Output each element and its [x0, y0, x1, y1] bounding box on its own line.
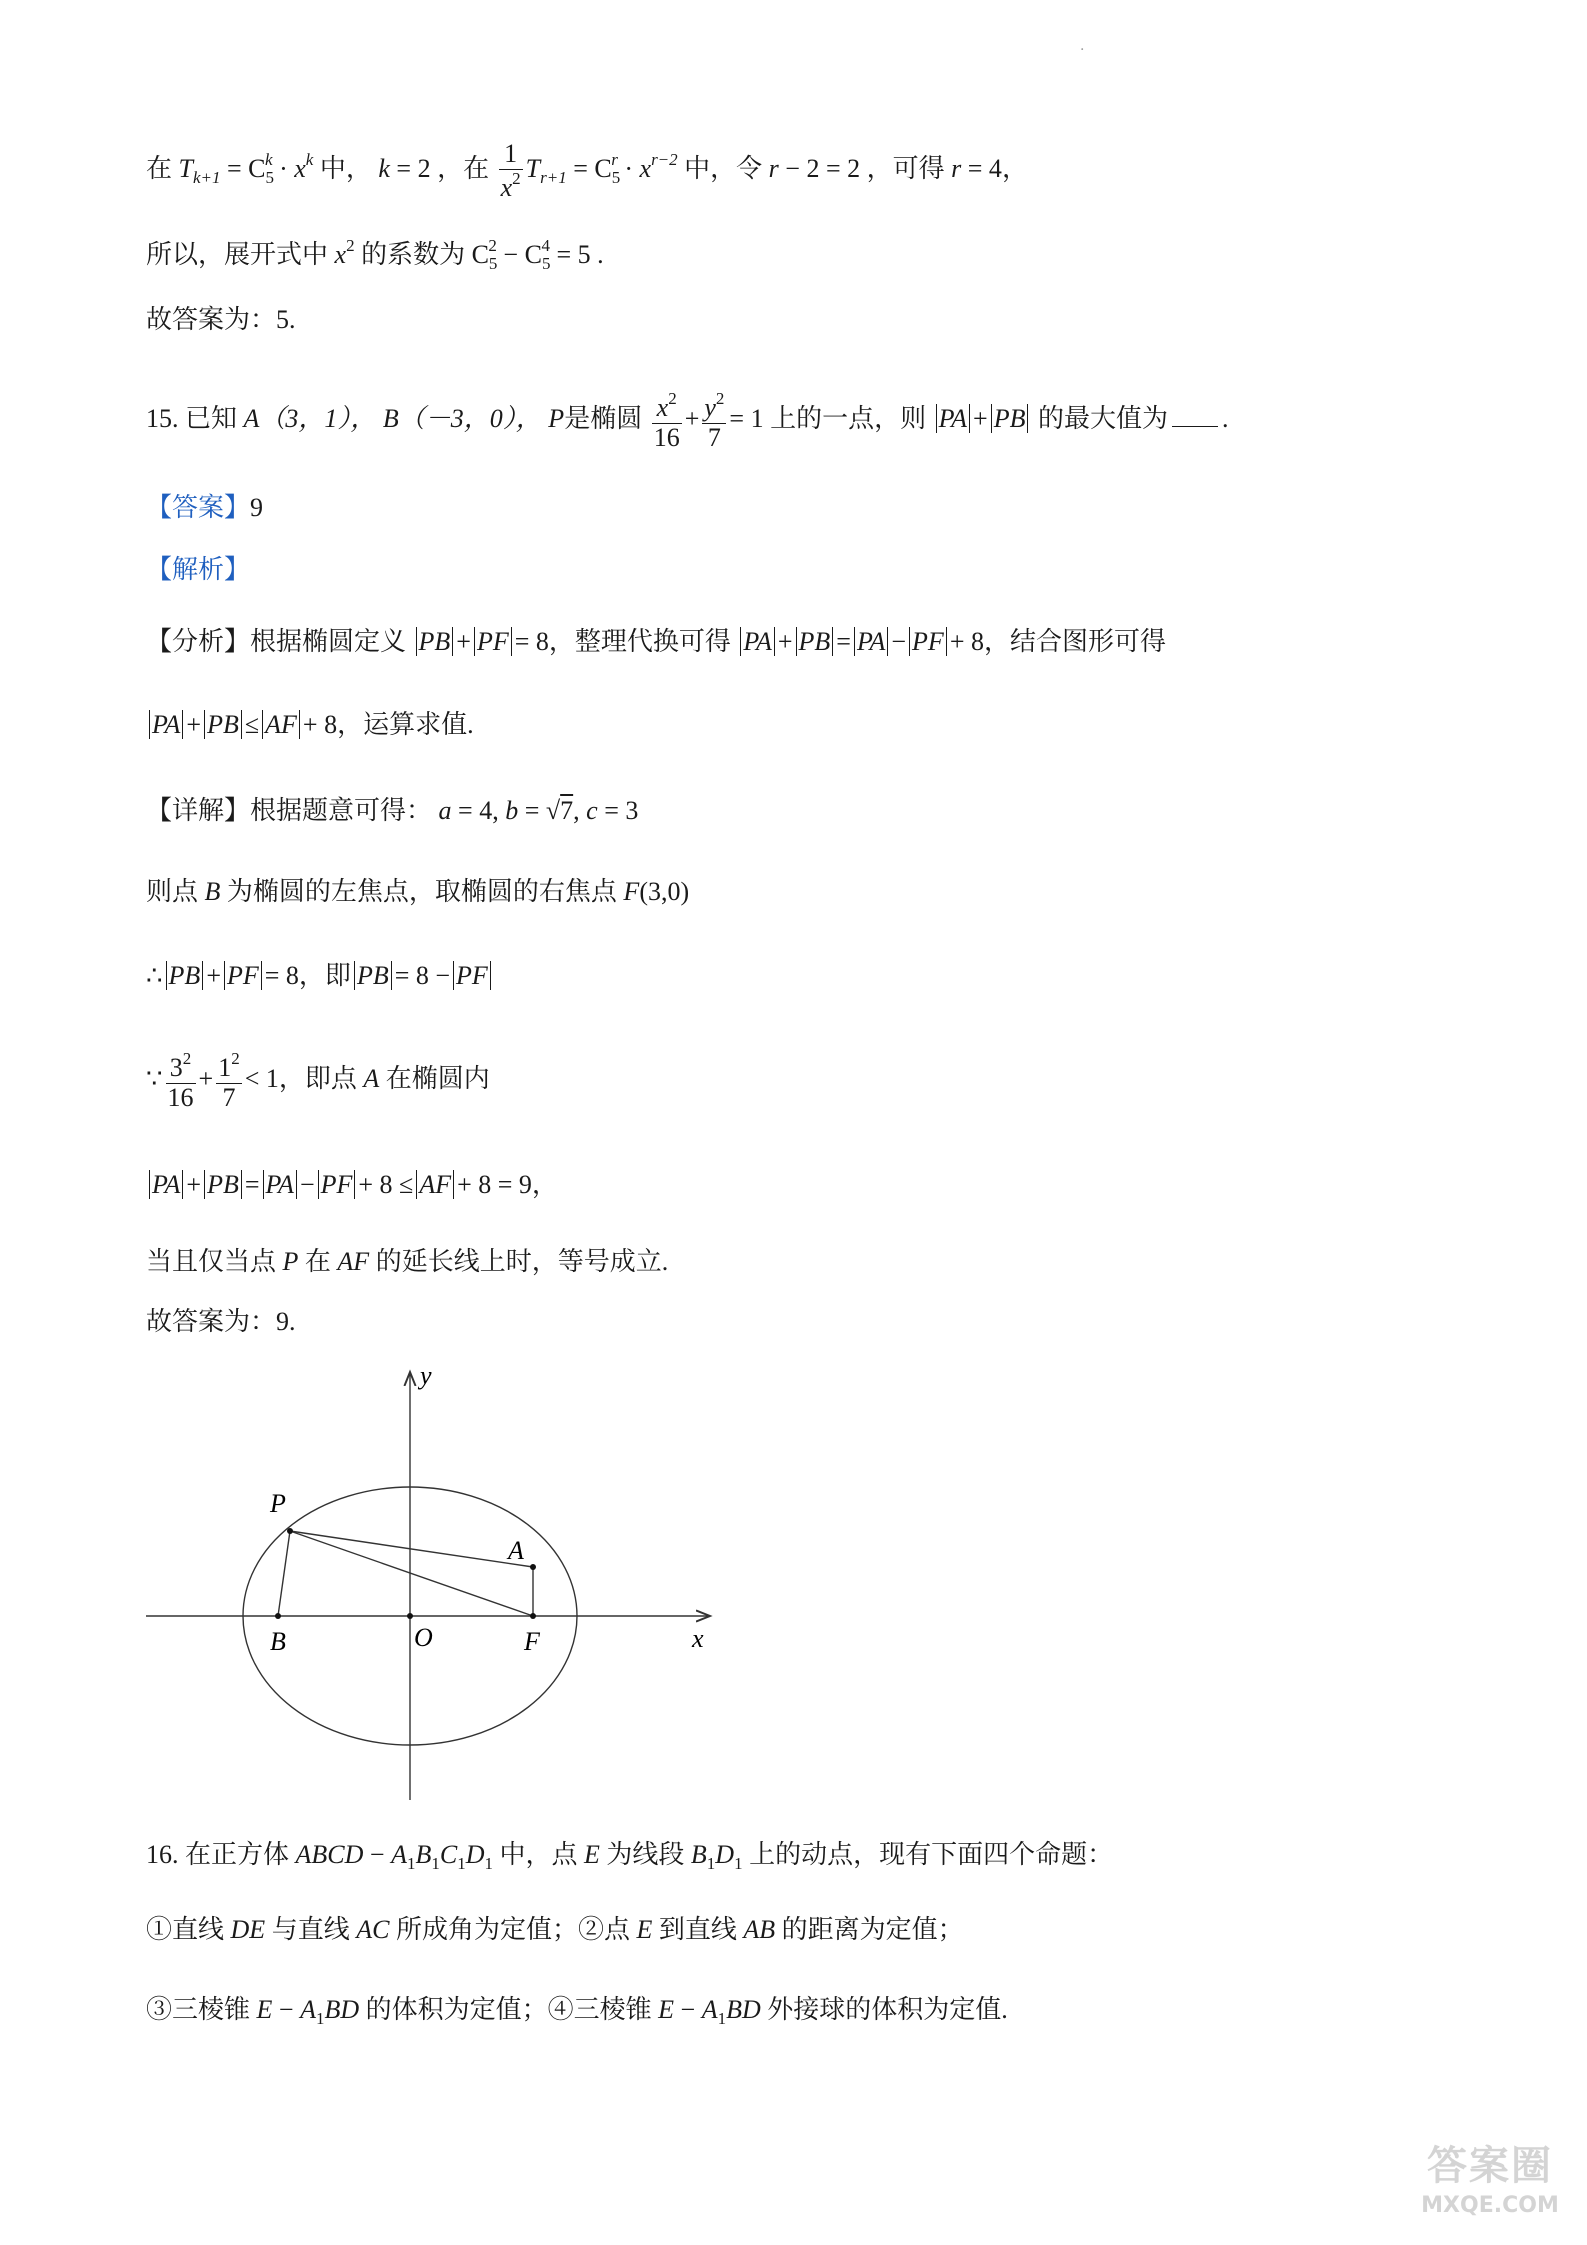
xiangjie-line-4: ∵ $\frac{3^2}{16}$ + $\frac{1^2}{7}$ < 1，即点 A 在椭圆内	[146, 1049, 490, 1112]
label-B: B	[270, 1627, 286, 1656]
segment-PA	[290, 1531, 533, 1567]
xiangjie-line-1: 【详解】根据题意可得： a = 4, b = √7, c = 3	[146, 796, 639, 825]
q16-props-2: ③三棱锥 $E - A_1BD$ 的体积为定值；④三棱锥 $E - A_1BD$ 外接球的体积为定值.	[146, 1995, 1008, 2028]
label-y: y	[420, 1361, 432, 1390]
question-16: 16. 在正方体 ABCD − $A_1B_1C_1D_1$ 中，点 E 为线段 $B_1D_1$ 上的动点，现有下面四个命题：	[146, 1840, 1114, 1873]
analysis-line	[146, 550, 250, 590]
answer-value: 9	[250, 493, 264, 522]
fenxi-line-2: PA + PB ≤ AF + 8，运算求值.	[146, 705, 474, 745]
label-x: x	[692, 1624, 704, 1653]
answer-label: 【答案】	[146, 493, 251, 522]
label-A: A	[508, 1536, 524, 1565]
label-F: F	[524, 1627, 540, 1656]
xiangjie-line-6: 当且仅当点 P 在 AF 的延长线上时，等号成立.	[146, 1247, 669, 1276]
xiangjie-line-2: 则点 B 为椭圆的左焦点，取椭圆的右焦点 F(3,0)	[146, 877, 690, 906]
answer-line	[146, 488, 263, 528]
point-A	[530, 1564, 536, 1570]
solution-line-2: 所以，展开式中 $x^2$ 的系数为 $C_5^2 - C_5^4 = 5$ .	[146, 236, 604, 273]
analysis-label: 【解析】	[146, 555, 251, 584]
ellipse-figure	[130, 1350, 730, 1810]
point-B	[275, 1613, 281, 1619]
label-P: P	[270, 1489, 286, 1518]
q16-props-1: ①直线 DE 与直线 AC 所成角为定值；②点 E 到直线 AB 的距离为定值；	[146, 1915, 964, 1944]
segment-PB	[278, 1531, 290, 1616]
watermark-logo: 答案圈 MXQE.COM	[1421, 2143, 1559, 2218]
point-F	[530, 1613, 536, 1619]
xiangjie-line-7: 故答案为：9.	[146, 1307, 296, 1336]
xiangjie-line-5: PA + PB = PA − PF + 8 ≤ AF + 8 = 9，	[146, 1165, 558, 1205]
solution-line-1: 在 $T_{k+1} = C_5^k \cdot x^k$ 中， k = 2 ，在 $\frac{1}{x^2}$ $T_{r+1} = C_5^r \cdot x^{r-2}$ 中，令 r − 2 = 2 ，可得 r = 4，	[146, 139, 1028, 202]
fenxi-line-1: 【分析】根据椭圆定义 PB + PF = 8，整理代换可得 PA + PB = PA − PF + 8，结合图形可得	[146, 627, 1166, 656]
xiangjie-line-3: ∴ PB + PF = 8，即 PB = 8 − PF	[146, 956, 494, 996]
answer-blank	[1172, 425, 1218, 427]
solution-line-3: 故答案为：5.	[146, 305, 296, 334]
corner-mark: ·	[1080, 42, 1085, 58]
label-O: O	[414, 1623, 433, 1652]
segment-PF	[290, 1531, 533, 1616]
question-15: 15. 已知 A（3，1）， B（－3，0）， P是椭圆 $\frac{x^2}{16}$ + $\frac{y^2}{7}$ = 1 上的一点，则 PA + PB 的最大值为 .	[146, 389, 1229, 452]
point-O	[407, 1613, 413, 1619]
point-P	[287, 1528, 293, 1534]
